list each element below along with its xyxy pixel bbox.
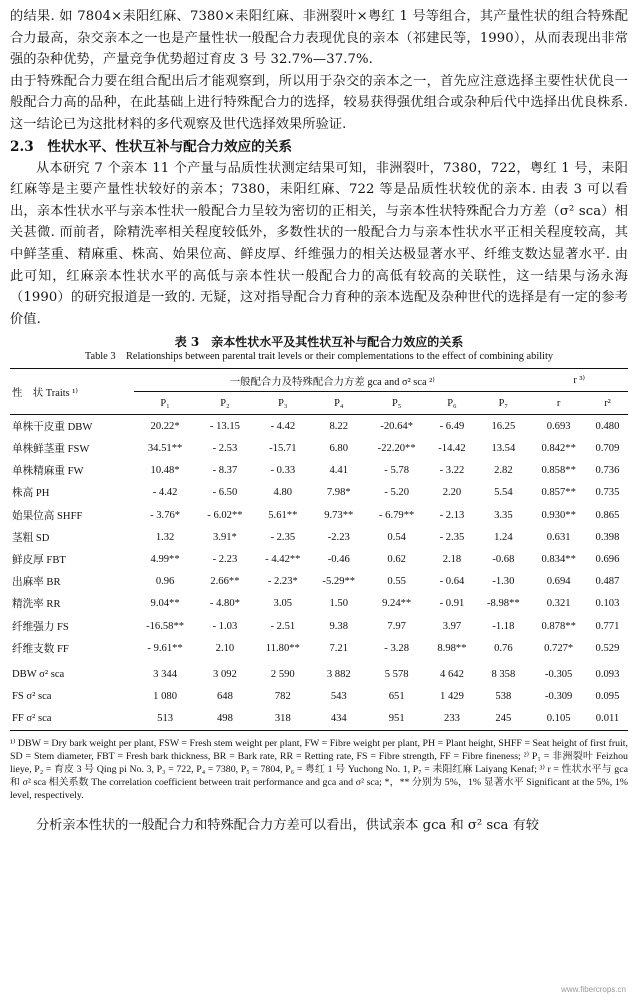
value-cell: 0.771 — [595, 620, 620, 632]
value-cell: - 3.22 — [439, 465, 465, 477]
value-cell: -22.20** — [377, 443, 416, 455]
value-cell: 0.62 — [387, 554, 406, 566]
trait-cell: 单株鲜茎重 FSW — [12, 444, 90, 456]
column-header: P₁ — [134, 392, 196, 415]
value-cell: -0.68 — [492, 554, 515, 566]
r-group-header: r ³⁾ — [530, 369, 628, 392]
table-row — [10, 460, 628, 482]
value-cell: 3 882 — [326, 668, 351, 680]
value-cell: 0.736 — [595, 465, 620, 477]
value-cell: 0.930** — [541, 509, 576, 521]
table-row — [10, 637, 628, 659]
value-cell: 0.96 — [155, 576, 175, 588]
table-row — [10, 438, 628, 460]
value-cell: 2.20 — [442, 487, 462, 499]
value-cell: 3.05 — [273, 598, 293, 610]
value-cell: 2.18 — [442, 554, 462, 566]
value-cell: - 3.76* — [150, 509, 181, 521]
value-cell: 0.878** — [541, 620, 576, 632]
value-cell: - 3.28 — [384, 642, 410, 654]
value-cell: - 8.37 — [212, 465, 238, 477]
value-cell: 0.693 — [546, 420, 571, 432]
value-cell: - 5.20 — [384, 487, 410, 499]
value-cell: 2.82 — [494, 465, 513, 477]
trait-cell: 单株干皮重 DBW — [12, 421, 93, 433]
table-row — [10, 686, 628, 708]
trait-cell: 茎粗 SD — [12, 532, 50, 544]
value-cell: - 2.23 — [212, 554, 238, 566]
value-cell: 318 — [274, 713, 291, 725]
value-cell: 20.22* — [150, 420, 180, 432]
value-cell: 0.709 — [595, 443, 620, 455]
value-cell: 4 642 — [440, 668, 464, 680]
value-cell: 3 344 — [153, 668, 177, 680]
value-cell: 3.91* — [213, 531, 237, 543]
column-header: P₆ — [428, 392, 477, 415]
value-cell: 434 — [330, 713, 347, 725]
value-cell: 10.48* — [150, 465, 180, 477]
table-caption-en: Table 3 Relationships between parental trait levels or their complementations to the effect of combining ability — [84, 351, 554, 363]
watermark: www.fibercrops.cn — [561, 985, 626, 994]
value-cell: 0.857** — [541, 487, 576, 499]
value-cell: 0.842** — [541, 443, 576, 455]
trait-cell: 株高 PH — [12, 488, 50, 500]
value-cell: 7.21 — [329, 642, 349, 654]
value-cell: 13.54 — [491, 443, 516, 455]
column-header: P₃ — [254, 392, 312, 415]
value-cell: 0.093 — [595, 668, 620, 680]
table-row — [10, 659, 628, 685]
value-cell: 11.80** — [265, 642, 300, 654]
value-cell: -14.42 — [438, 443, 466, 455]
value-cell: 0.727* — [544, 642, 574, 654]
value-cell: 8.22 — [329, 420, 349, 432]
trait-cell: 精洗率 RR — [12, 599, 61, 611]
table-caption-cn: 表 3 亲本性状水平及其性状互补与配合力效应的关系 — [174, 335, 464, 350]
trait-cell: DBW σ² sca — [12, 668, 65, 680]
value-cell: -5.29** — [322, 576, 356, 588]
value-cell: -1.18 — [492, 620, 515, 632]
value-cell: 233 — [444, 713, 460, 725]
paragraph-tail: 分析亲本性状的一般配合力和特殊配合力方差可以看出，供试亲本 gca 和 σ² sca 有较 — [36, 817, 539, 833]
value-cell: 1.32 — [155, 531, 175, 543]
trait-cell: 纤维支数 FF — [12, 643, 69, 655]
value-cell: 6.80 — [329, 443, 349, 455]
value-cell: 2.10 — [215, 642, 235, 654]
value-cell: 5 578 — [384, 668, 409, 680]
trait-cell: 鲜皮厚 FBT — [12, 555, 66, 567]
value-cell: 0.487 — [595, 576, 620, 588]
table-row — [10, 548, 628, 570]
value-cell: 0.735 — [595, 487, 620, 499]
value-cell: -0.46 — [327, 554, 350, 566]
trait-cell: FS σ² sca — [12, 691, 52, 703]
value-cell: - 4.42 — [270, 420, 296, 432]
table-row — [10, 593, 628, 615]
value-cell: 2 590 — [270, 668, 295, 680]
value-cell: 0.398 — [595, 531, 620, 543]
value-cell: 0.011 — [595, 713, 620, 725]
paragraph-2: 由于特殊配合力要在组合配出后才能观察到，所以用于杂交的亲本之一，首先应注意选择主要性状优良一般配合力高的品种，在此基础上进行特殊配合力的选择，较易获得强优组合或杂种后代中选择出优良株系. 这一结论已为这批材料的多代观察及世代选择效果所验证. — [10, 73, 628, 132]
value-cell: 9.04** — [150, 598, 180, 610]
value-cell: 0.480 — [595, 420, 620, 432]
value-cell: 538 — [495, 691, 512, 703]
value-cell: 0.834** — [541, 554, 576, 566]
value-cell: - 4.80* — [209, 598, 240, 610]
trait-cell: 单株精麻重 FW — [12, 466, 84, 478]
value-cell: 8 358 — [491, 668, 516, 680]
value-cell: 0.865 — [595, 509, 620, 521]
value-cell: 9.73** — [324, 509, 354, 521]
value-cell: 8.98** — [437, 642, 467, 654]
value-cell: - 4.42** — [265, 554, 301, 566]
value-cell: - 2.53 — [212, 443, 238, 455]
table-notes: ¹⁾ DBW = Dry bark weight per plant, FSW = Fresh stem weight per plant, FW = Fibre weight per plant, PH = Plant height, SHFF = Seat height of first fruit, SD = Stem diameter, FBT = Fresh bark thickness, BR = Bark rate, RR = Retting rate, FS = Fibre strength, FF = Fibre fineness; ²⁾ P₁ = 非洲裂叶 Feizhou lieye, P₂ = 育皮 3 号 Qing pi No. 3, P₃ = 722, P₄ = 7380, P₅ = 7804, P₆ = 粤红 1 号 Yuchong No. 1, P₇ = 耒阳红麻 Laiyang Kenaf; ³⁾ r = 性状水平与 gca 和 σ² sca 相关系数 The correlation coefficient between trait performance and gca and σ² sca; *，** 分别为 5%，1% 显著水平 Significant at the 5%, 1% level, respectively. — [10, 737, 628, 801]
value-cell: 5.54 — [494, 487, 513, 499]
value-cell: 782 — [274, 691, 291, 703]
value-cell: 5.61** — [268, 509, 298, 521]
column-header: r² — [587, 392, 628, 415]
value-cell: 0.858** — [541, 465, 576, 477]
value-cell: 498 — [216, 713, 233, 725]
value-cell: 951 — [388, 713, 405, 725]
value-cell: 513 — [157, 713, 174, 725]
value-cell: 0.103 — [595, 598, 620, 610]
value-cell: - 2.35 — [439, 531, 465, 543]
value-cell: - 0.91 — [439, 598, 465, 610]
trait-cell: 纤维强力 FS — [12, 621, 69, 633]
value-cell: 0.631 — [546, 531, 571, 543]
value-cell: - 0.64 — [439, 576, 465, 588]
value-cell: - 6.02** — [207, 509, 243, 521]
section-heading: 2.3 性状水平、性状互补与配合力效应的关系 — [10, 138, 292, 155]
value-cell: 4.80 — [273, 487, 293, 499]
table-row — [10, 482, 628, 504]
value-cell: 1 429 — [440, 691, 464, 703]
value-cell: - 6.49 — [439, 420, 465, 432]
value-cell: - 13.15 — [209, 420, 240, 432]
value-cell: 7.97 — [387, 620, 406, 632]
value-cell: 9.38 — [329, 620, 349, 632]
value-cell: -20.64* — [380, 420, 413, 432]
table-row — [10, 504, 628, 526]
gca-group-header: 一般配合力及特殊配合力方差 gca and σ² sca ²⁾ — [134, 369, 530, 392]
value-cell: - 4.42 — [152, 487, 178, 499]
value-cell: - 2.35 — [270, 531, 296, 543]
column-header: P₄ — [312, 392, 366, 415]
value-cell: 0.54 — [387, 531, 406, 543]
value-cell: - 1.03 — [212, 620, 238, 632]
value-cell: - 6.79** — [379, 509, 415, 521]
table-row — [10, 571, 628, 593]
paragraph-1: 的结果. 如 7804×耒阳红麻、7380×耒阳红麻、非洲裂叶×粤红 1 号等组合，其产量性状的组合特殊配合力最高，杂交亲本之一也是产量性状一般配合力表现优良的亲本（祁建民等，1990），从而表现出非常强的杂种优势，产量竞争优势超过育皮 3 号 32.7%—37.7%. — [10, 9, 628, 68]
value-cell: -0.309 — [544, 691, 573, 703]
value-cell: 0.76 — [494, 642, 513, 654]
value-cell: 4.99** — [150, 554, 180, 566]
trait-cell: 出麻率 BR — [12, 577, 61, 589]
column-header: P₅ — [366, 392, 428, 415]
value-cell: - 6.50 — [212, 487, 238, 499]
table-row — [10, 415, 628, 438]
value-cell: 0.321 — [546, 598, 571, 610]
table-row — [10, 526, 628, 548]
value-cell: 3.35 — [494, 509, 513, 521]
table-row — [10, 708, 628, 731]
value-cell: - 2.13 — [439, 509, 465, 521]
paragraph-3: 从本研究 7 个亲本 11 个产量与品质性状测定结果可知，非洲裂叶，7380，722，粤红 1 号，耒阳红麻等是主要产量性状较好的亲本；7380，耒阳红麻、722 等是品质性状较优的亲本. 由表 3 可以看出，亲本性状水平与亲本性状一般配合力呈较为密切的正相关，与亲本性状特殊配合力方差（σ² sca）相关甚微. 而前者，除精洗率相关程度较低外，多数性状的一般配合力与亲本性状水平正相关程度较高，其中鲜茎重、精麻重、株高、始果位高、鲜皮厚、纤维强力的相关达极显著水平、纤维支数达显著水平. 由此可知，红麻亲本性状水平的高低与亲本性状一般配合力的高低有较高的关联性，这一结果与汤永海（1990）的研究报道是一致的. 无疑，这对指导配合力育种的亲本选配及杂种世代的选择是有一定的参考价值. — [10, 160, 628, 327]
value-cell: 16.25 — [491, 420, 516, 432]
value-cell: 245 — [495, 713, 512, 725]
value-cell: -8.98** — [487, 598, 520, 610]
value-cell: - 2.23* — [267, 576, 298, 588]
value-cell: 3.97 — [442, 620, 462, 632]
trait-cell: FF σ² sca — [12, 713, 52, 725]
column-header: P₂ — [196, 392, 254, 415]
value-cell: -0.305 — [544, 668, 573, 680]
column-header: P₇ — [476, 392, 530, 415]
value-cell: -1.30 — [492, 576, 515, 588]
value-cell: 543 — [330, 691, 347, 703]
value-cell: 1.24 — [494, 531, 513, 543]
value-cell: - 0.33 — [270, 465, 296, 477]
trait-header: 性 状 Traits ¹⁾ — [10, 369, 134, 415]
value-cell: 648 — [216, 691, 233, 703]
value-cell: 651 — [388, 691, 405, 703]
value-cell: 2.66** — [210, 576, 240, 588]
table-row — [10, 615, 628, 637]
value-cell: 0.696 — [595, 554, 620, 566]
value-cell: 7.98* — [326, 487, 351, 499]
value-cell: 9.24** — [382, 598, 412, 610]
value-cell: 0.095 — [595, 691, 620, 703]
value-cell: 34.51** — [147, 443, 183, 455]
value-cell: -2.23 — [327, 531, 350, 543]
value-cell: 1.50 — [329, 598, 349, 610]
table-3 — [10, 368, 628, 731]
value-cell: 0.694 — [546, 576, 571, 588]
value-cell: - 2.51 — [270, 620, 296, 632]
value-cell: - 9.61** — [147, 642, 183, 654]
value-cell: 3 092 — [213, 668, 237, 680]
value-cell: -15.71 — [269, 443, 297, 455]
column-header: r — [530, 392, 587, 415]
value-cell: - 5.78 — [384, 465, 410, 477]
value-cell: 0.55 — [387, 576, 406, 588]
value-cell: 0.105 — [546, 713, 571, 725]
value-cell: 0.529 — [595, 642, 620, 654]
trait-cell: 始果位高 SHFF — [12, 510, 83, 522]
value-cell: 1 080 — [153, 691, 177, 703]
value-cell: 4.41 — [329, 465, 349, 477]
value-cell: -16.58** — [146, 620, 185, 632]
